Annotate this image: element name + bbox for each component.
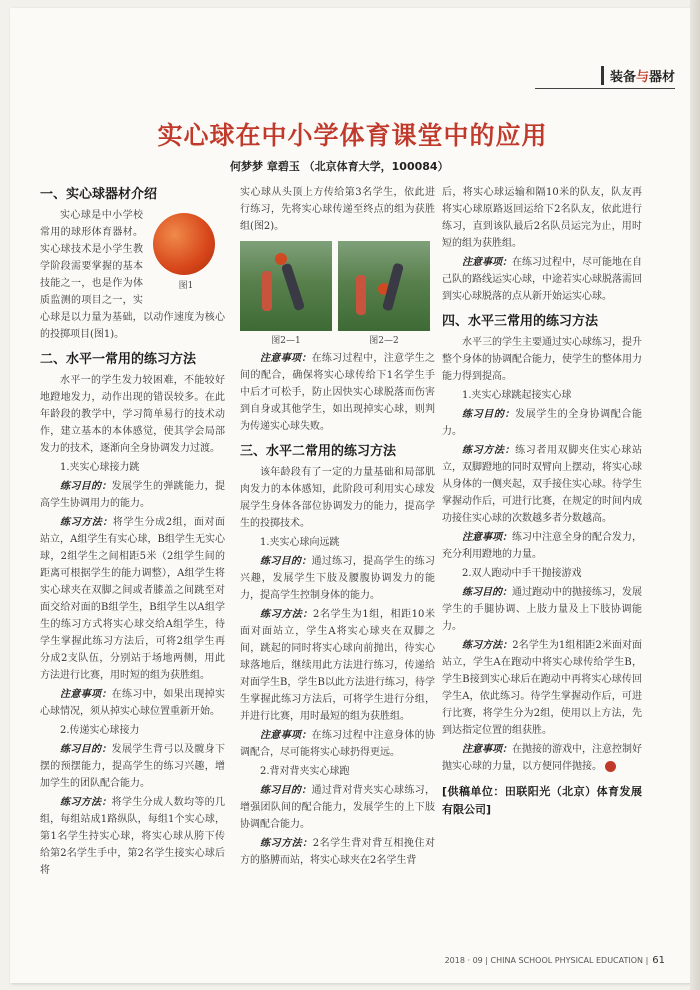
column-3 [442,184,642,819]
paragraph [40,478,225,512]
subheading: 1.夹实心球跳起接实心球 [462,390,572,401]
section-tag [601,66,675,85]
note-text: 在练习过程中注意身体的协调配合，尽可能将实心球扔得更远。 [240,730,435,758]
figure-2-1-caption: 图2—1 [271,336,301,346]
figure-1 [147,207,225,295]
subheading: 1.夹实心球向远跳 [260,537,340,548]
paragraph [442,529,642,563]
article-title: 实心球在中小学体育课堂中的应用 [157,121,548,150]
method-text: 将学生分成2组，面对面站立，A组学生有实心球，B组学生无实心球，2组学生之间相距5米（2组学生间的距离可根据学生的能力调整），A组学生将实心球夹在双脚之间或者膝盖之间跳至对面交给对面的B组学生，B组学生以A组学生的练习方式将实心球交给A组学生，待学生掌握此练习方法后，可将2组学生再分成2支队伍，分别站于场地两侧，用此方法进行比赛，用时短的组为获胜组。 [40,517,225,681]
paragraph [40,514,225,684]
heading-1: 一、实心球器材介绍 [40,187,158,202]
goal-text: 发展学生的全身协调配合能力。 [442,409,642,437]
paragraph: 水平一的学生发力较困难，不能较好地蹬地发力，动作出现的错误较多。在此年龄段的教学中，学习简单易行的技术动作，建立基本的本体感觉，使其学会局部发力的技术，逐渐向全身协调发力过渡。 [40,375,225,454]
page-fold-shadow [690,0,700,990]
medicine-ball-image [153,213,215,275]
method-text: 2名学生背对背互相挽住对方的胳膊而站，将实心球夹在2名学生背 [240,838,435,866]
subheading: 2.双人跑动中手干抛接游戏 [462,568,582,579]
label-method: 练习方法： [462,445,516,456]
label-method: 练习方法： [60,797,112,808]
note-text: 在练习中，如果出现掉实心球情况，须从掉实心球位置重新开始。 [40,689,226,717]
goal-text: 发展学生背弓以及髋身下摆的预摆能力，提高学生的练习兴趣，增加学生的团队配合能力。 [40,744,226,789]
supplier-credit: [供稿单位：田联阳光（北京）体育发展有限公司] [442,785,642,816]
label-goal: 练习目的： [462,409,516,420]
paragraph [40,686,225,720]
page-footer [445,955,665,966]
paragraph: 实心球是中小学校常用的球形体育器材。实心球技术是小学生教学阶段需要掌握的基本技能之一，也是作为体质监测的项目之一，实心球是以力量为基础，以动作速度为核心的投掷项目(图1)。 [40,210,225,340]
method-text: 2名学生为1组，相距10米面对面站立，学生A将实心球夹在双脚之间，跳起的同时将实心球向前抛出，待实心球落地后，继续用此方法进行练习，传递给对面学生B，学生B以此方法进行练习，待学生掌握此练习方法后，可将学生进行分组，并进行比赛，用时最短的组为获胜组。 [240,609,435,722]
heading-3: 三、水平二常用的练习方法 [240,444,397,459]
paragraph [442,637,642,739]
header-rule [535,88,675,89]
label-note: 注意事项： [462,257,512,268]
section-label-amp: 与 [635,70,649,85]
goal-text: 通过跑动中的抛接练习，发展学生的手腿协调、上肢力量及上下肢协调能力。 [442,587,642,632]
paragraph [40,741,225,792]
label-goal: 练习目的： [260,785,312,796]
page-number: 61 [652,955,665,966]
label-note: 注意事项： [462,532,512,543]
label-goal: 练习目的： [60,481,112,492]
method-text: 练习者用双脚夹住实心球站立，双脚蹬地的同时双臂向上摆动，将实心球从身体的一侧夹起，双手接住实心球。待学生掌握动作后，可进行比赛，在规定的时间内成功接住实心球的次数越多者分数越高。 [442,445,642,524]
figure-2-2-caption: 图2—2 [369,336,399,346]
paragraph [240,606,435,725]
section-label-post: 器材 [648,70,675,85]
goal-text: 通过背对背夹实心球练习，增强团队间的配合能力，发展学生的上下肢协调配合能力。 [240,785,435,830]
note-text: 在练习过程中，注意学生之间的配合，确保将实心球传给下1名学生手中后才可松手，防止因快实心球脱落而伤害到自身或其他学生，如出现掉实心球，则判为传递实心球失败。 [240,353,435,432]
goal-text: 发展学生的弹跳能力，提高学生协调用力的能力。 [40,481,226,509]
paragraph [240,727,435,761]
paragraph [442,406,642,440]
label-goal: 练习目的： [260,556,312,567]
label-note: 注意事项： [260,730,312,741]
label-goal: 练习目的： [462,587,512,598]
heading-2: 二、水平一常用的练习方法 [40,352,197,367]
subheading: 1.夹实心球接力跳 [60,462,140,473]
paragraph: 水平三的学生主要通过实心球练习，提升整个身体的协调配合能力，使学生的整体用力能力得到提高。 [442,337,642,382]
label-note: 注意事项： [462,744,512,755]
figure-2 [240,241,435,331]
photo-pass-overhead [240,241,332,331]
paragraph [442,442,642,527]
article-byline: 何梦梦 章碧玉 （北京体育大学，100084） [230,160,449,173]
section-label-pre: 装备 [609,70,636,85]
heading-4: 四、水平三常用的练习方法 [442,314,599,329]
paragraph [442,254,642,305]
label-method: 练习方法： [462,640,513,651]
magazine-page [10,8,695,983]
paragraph: 实心球从头顶上方传给第3名学生，依此进行练习，先将实心球传递至终点的组为获胜组(图2)。 [240,187,435,232]
paragraph [240,835,435,869]
note-text: 在练习过程中，尽可能地在自己队的路线运实心球，中途若实心球脱落需回到实心球脱落的点从新开始运实心球。 [442,257,642,302]
label-note: 注意事项： [60,689,112,700]
method-text: 将学生分成人数均等的几组，每组站成1路纵队，每组1个实心球，第1名学生持实心球，将实心球从胯下传给第2名学生手中，第2名学生接实心球后将 [40,797,226,876]
paragraph [240,782,435,833]
figure-1-caption: 图1 [178,281,194,291]
label-note: 注意事项： [260,353,312,364]
label-goal: 练习目的： [60,744,112,755]
column-2 [240,184,435,871]
label-method: 练习方法： [260,609,313,620]
figure-2-captions [240,333,435,350]
goal-text: 通过练习，提高学生的练习兴趣，发展学生下肢及腰腹协调发力的能力，提高学生控制身体的能力。 [240,556,435,601]
paragraph [40,794,225,879]
end-mark-icon [605,761,616,772]
method-text: 2名学生为1组相距2米面对面站立，学生A在跑动中将实心球传给学生B，学生B接到实心球后在跑动中再将实心球传回学生A，依此练习。待学生掌握动作后，可进行比赛，将学生分为2组，使用以上方法，先到达指定位置的组获胜。 [442,640,643,736]
paragraph [442,741,642,775]
column-1 [40,178,225,881]
paragraph: 该年龄段有了一定的力量基础和局部肌肉发力的本体感知，此阶段可利用实心球发展学生身体各部位协调发力的能力，提高学生的投掷技术。 [240,467,435,529]
note-text: 在抛接的游戏中，注意控制好抛实心球的力量，以方便同伴抛接。 [442,744,642,772]
paragraph [240,350,435,435]
paragraph [442,584,642,635]
note-text: 练习中注意全身的配合发力，充分利用蹬地的力量。 [442,532,642,560]
label-method: 练习方法： [60,517,113,528]
footer-text: 2018 · 09 | CHINA SCHOOL PHYSICAL EDUCATION | [444,956,649,965]
paragraph [240,553,435,604]
label-method: 练习方法： [260,838,313,849]
paragraph: 后，将实心球运输和隔10米的队友，队友再将实心球原路返回运给下2名队友，依此进行练习，直到该队最后2名队员运完为止，用时短的组为获胜组。 [442,187,642,249]
subheading: 2.传递实心球接力 [60,725,140,736]
photo-pass-between-legs [338,241,430,331]
subheading: 2.背对背夹实心球跑 [260,766,350,777]
